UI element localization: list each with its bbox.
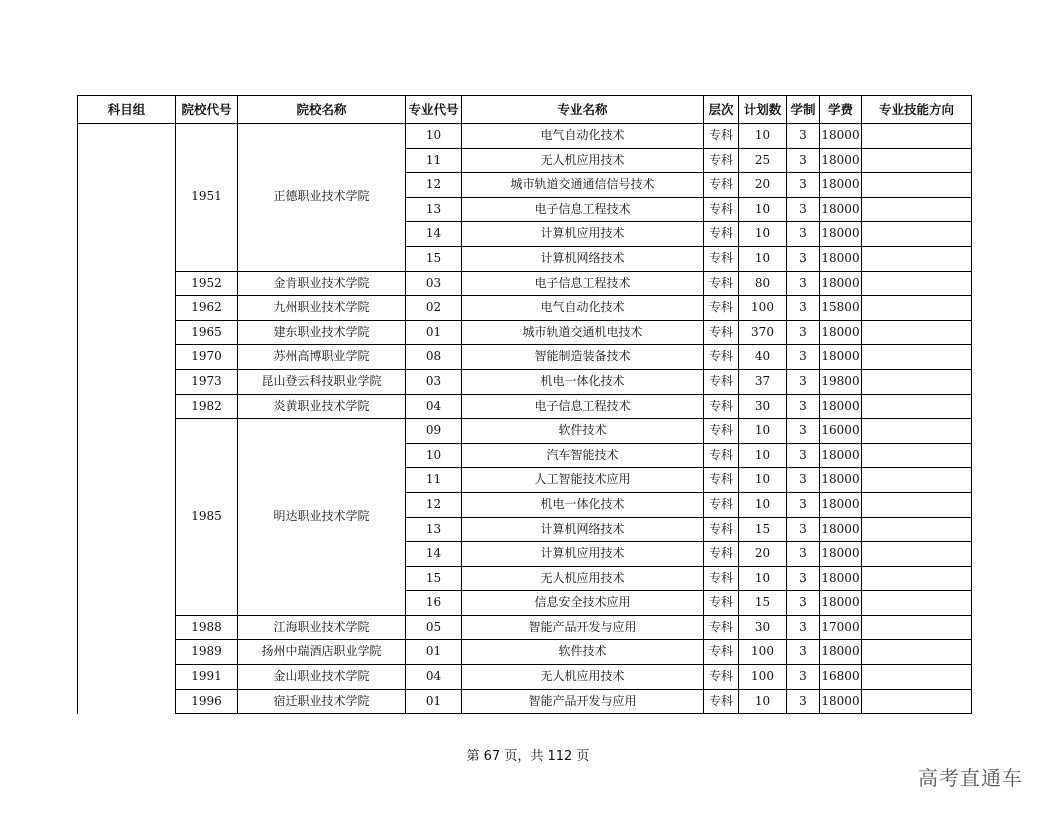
duration-cell: 3 bbox=[787, 345, 820, 370]
level-cell: 专科 bbox=[704, 345, 739, 370]
major-name-cell: 人工智能技术应用 bbox=[462, 468, 704, 493]
major-name-cell: 无人机应用技术 bbox=[462, 148, 704, 173]
duration-cell: 3 bbox=[787, 197, 820, 222]
major-code-cell: 14 bbox=[406, 542, 462, 567]
level-cell: 专科 bbox=[704, 689, 739, 714]
header-plan-count: 计划数 bbox=[739, 96, 787, 124]
plan-count-cell: 10 bbox=[739, 197, 787, 222]
major-name-cell: 电子信息工程技术 bbox=[462, 271, 704, 296]
table-row bbox=[78, 665, 972, 690]
duration-cell: 3 bbox=[787, 517, 820, 542]
skill-direction-cell bbox=[862, 517, 972, 542]
plan-count-cell: 10 bbox=[739, 443, 787, 468]
level-cell: 专科 bbox=[704, 443, 739, 468]
tuition-cell: 18000 bbox=[820, 246, 862, 271]
duration-cell: 3 bbox=[787, 665, 820, 690]
major-name-cell: 智能产品开发与应用 bbox=[462, 615, 704, 640]
plan-count-cell: 40 bbox=[739, 345, 787, 370]
major-code-cell: 04 bbox=[406, 665, 462, 690]
skill-direction-cell bbox=[862, 246, 972, 271]
duration-cell: 3 bbox=[787, 492, 820, 517]
major-name-cell: 汽车智能技术 bbox=[462, 443, 704, 468]
major-code-cell: 12 bbox=[406, 173, 462, 198]
level-cell: 专科 bbox=[704, 173, 739, 198]
plan-count-cell: 37 bbox=[739, 369, 787, 394]
duration-cell: 3 bbox=[787, 369, 820, 394]
table-row bbox=[78, 419, 972, 444]
table-body bbox=[78, 124, 972, 714]
plan-count-cell: 10 bbox=[739, 492, 787, 517]
plan-count-cell: 10 bbox=[739, 689, 787, 714]
school-name-cell: 明达职业技术学院 bbox=[238, 419, 406, 616]
major-code-cell: 10 bbox=[406, 124, 462, 149]
skill-direction-cell bbox=[862, 345, 972, 370]
tuition-cell: 15800 bbox=[820, 296, 862, 321]
school-name-cell: 金山职业技术学院 bbox=[238, 665, 406, 690]
school-code-cell: 1988 bbox=[176, 615, 238, 640]
header-level: 层次 bbox=[704, 96, 739, 124]
school-code-cell: 1989 bbox=[176, 640, 238, 665]
tuition-cell: 18000 bbox=[820, 591, 862, 616]
duration-cell: 3 bbox=[787, 148, 820, 173]
major-name-cell: 电子信息工程技术 bbox=[462, 197, 704, 222]
major-name-cell: 信息安全技术应用 bbox=[462, 591, 704, 616]
school-code-cell: 1951 bbox=[176, 124, 238, 272]
school-name-cell: 九州职业技术学院 bbox=[238, 296, 406, 321]
school-code-cell: 1991 bbox=[176, 665, 238, 690]
school-code-cell: 1962 bbox=[176, 296, 238, 321]
level-cell: 专科 bbox=[704, 369, 739, 394]
plan-count-cell: 10 bbox=[739, 246, 787, 271]
skill-direction-cell bbox=[862, 296, 972, 321]
level-cell: 专科 bbox=[704, 468, 739, 493]
plan-count-cell: 20 bbox=[739, 542, 787, 567]
major-name-cell: 城市轨道交通通信信号技术 bbox=[462, 173, 704, 198]
school-name-cell: 建东职业技术学院 bbox=[238, 320, 406, 345]
school-name-cell: 扬州中瑞酒店职业学院 bbox=[238, 640, 406, 665]
table-row bbox=[78, 615, 972, 640]
skill-direction-cell bbox=[862, 271, 972, 296]
major-code-cell: 11 bbox=[406, 148, 462, 173]
tuition-cell: 19800 bbox=[820, 369, 862, 394]
skill-direction-cell bbox=[862, 197, 972, 222]
major-name-cell: 计算机网络技术 bbox=[462, 517, 704, 542]
level-cell: 专科 bbox=[704, 665, 739, 690]
school-name-cell: 正德职业技术学院 bbox=[238, 124, 406, 272]
skill-direction-cell bbox=[862, 443, 972, 468]
tuition-cell: 18000 bbox=[820, 320, 862, 345]
plan-count-cell: 10 bbox=[739, 468, 787, 493]
tuition-cell: 18000 bbox=[820, 542, 862, 567]
level-cell: 专科 bbox=[704, 542, 739, 567]
duration-cell: 3 bbox=[787, 689, 820, 714]
level-cell: 专科 bbox=[704, 492, 739, 517]
tuition-cell: 18000 bbox=[820, 443, 862, 468]
major-name-cell: 软件技术 bbox=[462, 640, 704, 665]
plan-count-cell: 10 bbox=[739, 419, 787, 444]
tuition-cell: 18000 bbox=[820, 197, 862, 222]
major-code-cell: 11 bbox=[406, 468, 462, 493]
major-code-cell: 10 bbox=[406, 443, 462, 468]
major-code-cell: 14 bbox=[406, 222, 462, 247]
skill-direction-cell bbox=[862, 394, 972, 419]
level-cell: 专科 bbox=[704, 591, 739, 616]
skill-direction-cell bbox=[862, 148, 972, 173]
plan-count-cell: 80 bbox=[739, 271, 787, 296]
header-major-code: 专业代号 bbox=[406, 96, 462, 124]
watermark-logo: 高考直通车 bbox=[918, 766, 1023, 790]
table-row bbox=[78, 124, 972, 149]
major-code-cell: 13 bbox=[406, 517, 462, 542]
header-skill-direction: 专业技能方向 bbox=[862, 96, 972, 124]
duration-cell: 3 bbox=[787, 173, 820, 198]
skill-direction-cell bbox=[862, 566, 972, 591]
major-name-cell: 计算机网络技术 bbox=[462, 246, 704, 271]
school-code-cell: 1952 bbox=[176, 271, 238, 296]
tuition-cell: 18000 bbox=[820, 345, 862, 370]
skill-direction-cell bbox=[862, 124, 972, 149]
major-code-cell: 16 bbox=[406, 591, 462, 616]
duration-cell: 3 bbox=[787, 222, 820, 247]
duration-cell: 3 bbox=[787, 419, 820, 444]
school-name-cell: 江海职业技术学院 bbox=[238, 615, 406, 640]
school-code-cell: 1982 bbox=[176, 394, 238, 419]
major-name-cell: 电子信息工程技术 bbox=[462, 394, 704, 419]
major-name-cell: 智能制造装备技术 bbox=[462, 345, 704, 370]
tuition-cell: 18000 bbox=[820, 148, 862, 173]
school-code-cell: 1970 bbox=[176, 345, 238, 370]
major-code-cell: 04 bbox=[406, 394, 462, 419]
major-name-cell: 机电一体化技术 bbox=[462, 369, 704, 394]
table-row bbox=[78, 345, 972, 370]
plan-count-cell: 10 bbox=[739, 566, 787, 591]
header-tuition: 学费 bbox=[820, 96, 862, 124]
plan-count-cell: 30 bbox=[739, 615, 787, 640]
header-major-name: 专业名称 bbox=[462, 96, 704, 124]
level-cell: 专科 bbox=[704, 124, 739, 149]
major-name-cell: 计算机应用技术 bbox=[462, 542, 704, 567]
level-cell: 专科 bbox=[704, 222, 739, 247]
level-cell: 专科 bbox=[704, 320, 739, 345]
major-name-cell: 无人机应用技术 bbox=[462, 665, 704, 690]
skill-direction-cell bbox=[862, 665, 972, 690]
major-name-cell: 电气自动化技术 bbox=[462, 124, 704, 149]
major-code-cell: 03 bbox=[406, 369, 462, 394]
school-name-cell: 金肯职业技术学院 bbox=[238, 271, 406, 296]
tuition-cell: 18000 bbox=[820, 640, 862, 665]
major-code-cell: 15 bbox=[406, 566, 462, 591]
duration-cell: 3 bbox=[787, 591, 820, 616]
school-code-cell: 1973 bbox=[176, 369, 238, 394]
plan-count-cell: 30 bbox=[739, 394, 787, 419]
major-code-cell: 13 bbox=[406, 197, 462, 222]
duration-cell: 3 bbox=[787, 320, 820, 345]
tuition-cell: 17000 bbox=[820, 615, 862, 640]
school-code-cell: 1965 bbox=[176, 320, 238, 345]
duration-cell: 3 bbox=[787, 468, 820, 493]
major-code-cell: 01 bbox=[406, 640, 462, 665]
skill-direction-cell bbox=[862, 542, 972, 567]
plan-count-cell: 20 bbox=[739, 173, 787, 198]
tuition-cell: 18000 bbox=[820, 689, 862, 714]
major-code-cell: 08 bbox=[406, 345, 462, 370]
tuition-cell: 18000 bbox=[820, 566, 862, 591]
skill-direction-cell bbox=[862, 615, 972, 640]
table-row bbox=[78, 640, 972, 665]
duration-cell: 3 bbox=[787, 296, 820, 321]
header-row bbox=[78, 96, 972, 124]
major-name-cell: 软件技术 bbox=[462, 419, 704, 444]
header-school-code: 院校代号 bbox=[176, 96, 238, 124]
header-subject-group: 科目组 bbox=[78, 96, 176, 124]
major-code-cell: 15 bbox=[406, 246, 462, 271]
table-row bbox=[78, 271, 972, 296]
tuition-cell: 16800 bbox=[820, 665, 862, 690]
plan-count-cell: 15 bbox=[739, 517, 787, 542]
major-code-cell: 01 bbox=[406, 689, 462, 714]
major-code-cell: 01 bbox=[406, 320, 462, 345]
skill-direction-cell bbox=[862, 173, 972, 198]
duration-cell: 3 bbox=[787, 246, 820, 271]
tuition-cell: 16000 bbox=[820, 419, 862, 444]
level-cell: 专科 bbox=[704, 419, 739, 444]
skill-direction-cell bbox=[862, 222, 972, 247]
plan-count-cell: 15 bbox=[739, 591, 787, 616]
major-name-cell: 城市轨道交通机电技术 bbox=[462, 320, 704, 345]
duration-cell: 3 bbox=[787, 566, 820, 591]
skill-direction-cell bbox=[862, 492, 972, 517]
tuition-cell: 18000 bbox=[820, 394, 862, 419]
major-name-cell: 智能产品开发与应用 bbox=[462, 689, 704, 714]
major-code-cell: 12 bbox=[406, 492, 462, 517]
duration-cell: 3 bbox=[787, 615, 820, 640]
skill-direction-cell bbox=[862, 468, 972, 493]
plan-count-cell: 100 bbox=[739, 640, 787, 665]
tuition-cell: 18000 bbox=[820, 517, 862, 542]
skill-direction-cell bbox=[862, 591, 972, 616]
major-code-cell: 09 bbox=[406, 419, 462, 444]
duration-cell: 3 bbox=[787, 271, 820, 296]
plan-count-cell: 100 bbox=[739, 296, 787, 321]
duration-cell: 3 bbox=[787, 394, 820, 419]
tuition-cell: 18000 bbox=[820, 271, 862, 296]
level-cell: 专科 bbox=[704, 517, 739, 542]
level-cell: 专科 bbox=[704, 394, 739, 419]
skill-direction-cell bbox=[862, 689, 972, 714]
tuition-cell: 18000 bbox=[820, 468, 862, 493]
level-cell: 专科 bbox=[704, 615, 739, 640]
level-cell: 专科 bbox=[704, 640, 739, 665]
duration-cell: 3 bbox=[787, 124, 820, 149]
page-number: 第 67 页，共 112 页 bbox=[466, 749, 590, 764]
school-name-cell: 昆山登云科技职业学院 bbox=[238, 369, 406, 394]
plan-count-cell: 10 bbox=[739, 222, 787, 247]
level-cell: 专科 bbox=[704, 271, 739, 296]
skill-direction-cell bbox=[862, 640, 972, 665]
plan-count-cell: 25 bbox=[739, 148, 787, 173]
level-cell: 专科 bbox=[704, 148, 739, 173]
tuition-cell: 18000 bbox=[820, 222, 862, 247]
plan-count-cell: 10 bbox=[739, 124, 787, 149]
table-row bbox=[78, 394, 972, 419]
school-name-cell: 炎黄职业技术学院 bbox=[238, 394, 406, 419]
duration-cell: 3 bbox=[787, 542, 820, 567]
tuition-cell: 18000 bbox=[820, 124, 862, 149]
table-row bbox=[78, 369, 972, 394]
major-code-cell: 03 bbox=[406, 271, 462, 296]
header-duration: 学制 bbox=[787, 96, 820, 124]
plan-count-cell: 370 bbox=[739, 320, 787, 345]
school-name-cell: 宿迁职业技术学院 bbox=[238, 689, 406, 714]
level-cell: 专科 bbox=[704, 566, 739, 591]
table-row bbox=[78, 689, 972, 714]
skill-direction-cell bbox=[862, 419, 972, 444]
level-cell: 专科 bbox=[704, 296, 739, 321]
plan-count-cell: 100 bbox=[739, 665, 787, 690]
level-cell: 专科 bbox=[704, 197, 739, 222]
major-name-cell: 电气自动化技术 bbox=[462, 296, 704, 321]
major-name-cell: 计算机应用技术 bbox=[462, 222, 704, 247]
major-name-cell: 机电一体化技术 bbox=[462, 492, 704, 517]
level-cell: 专科 bbox=[704, 246, 739, 271]
school-name-cell: 苏州高博职业学院 bbox=[238, 345, 406, 370]
skill-direction-cell bbox=[862, 369, 972, 394]
major-name-cell: 无人机应用技术 bbox=[462, 566, 704, 591]
tuition-cell: 18000 bbox=[820, 492, 862, 517]
tuition-cell: 18000 bbox=[820, 173, 862, 198]
school-code-cell: 1985 bbox=[176, 419, 238, 616]
major-code-cell: 05 bbox=[406, 615, 462, 640]
admission-table bbox=[77, 95, 972, 714]
duration-cell: 3 bbox=[787, 443, 820, 468]
table-row bbox=[78, 320, 972, 345]
table-row bbox=[78, 296, 972, 321]
subject-group-cell bbox=[78, 124, 176, 714]
duration-cell: 3 bbox=[787, 640, 820, 665]
school-code-cell: 1996 bbox=[176, 689, 238, 714]
skill-direction-cell bbox=[862, 320, 972, 345]
major-code-cell: 02 bbox=[406, 296, 462, 321]
header-school-name: 院校名称 bbox=[238, 96, 406, 124]
